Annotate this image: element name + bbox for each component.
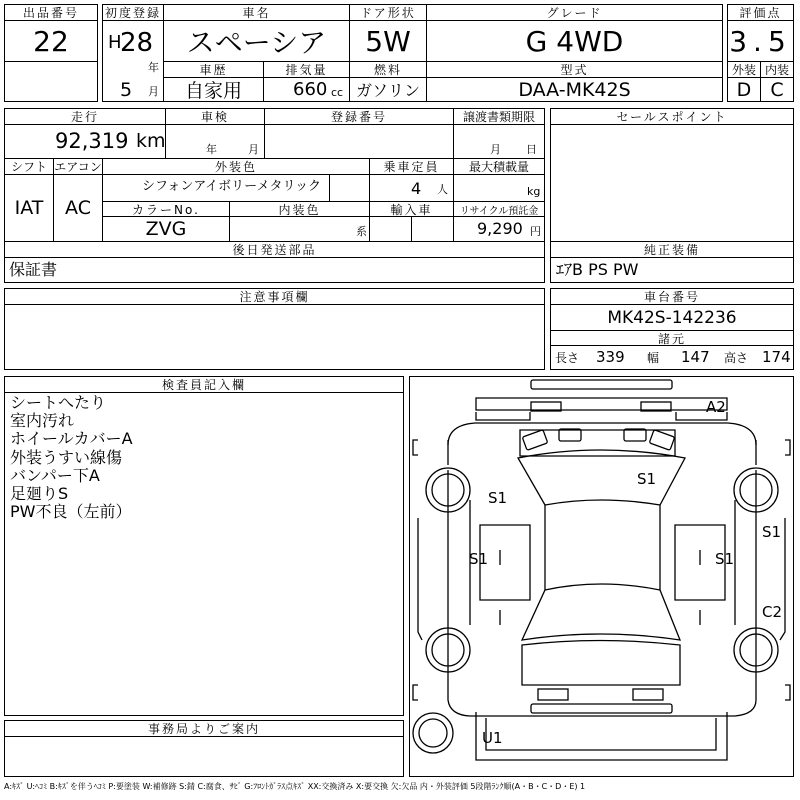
- transfer-day-unit: 日: [526, 143, 537, 156]
- registration-number: [264, 124, 454, 159]
- car-name: スペーシア: [163, 20, 350, 62]
- interior-score-header: 内装: [760, 61, 794, 78]
- later-parts-cell: [4, 257, 545, 283]
- lot-number-header: 出品番号: [4, 4, 98, 21]
- overall-score: 3.5: [727, 20, 794, 62]
- import-header: 輸入車: [369, 201, 454, 217]
- displacement-header: 排気量: [263, 61, 350, 78]
- sales-point-cell: [550, 124, 794, 242]
- inspector-note: ホイールカバーA: [10, 429, 133, 448]
- interior-color-header: 内装色: [229, 201, 370, 217]
- interior-score: C: [760, 77, 794, 102]
- displacement-unit: cc: [331, 86, 344, 99]
- dimensions-header: 諸元: [550, 330, 794, 346]
- length-label: 長さ: [555, 351, 580, 365]
- transfer-deadline-header: 譲渡書類期限: [453, 108, 545, 125]
- damage-mark: S1: [488, 489, 508, 507]
- lot-number-blank: [4, 61, 98, 102]
- ac-header: エアコン: [54, 160, 102, 174]
- sales-point-header: セールスポイント: [550, 108, 794, 125]
- length: 339: [596, 348, 625, 366]
- inspection-month-unit: 月: [248, 143, 259, 156]
- air-conditioner: AC: [53, 174, 103, 242]
- inspection-year-unit: 年: [206, 143, 217, 156]
- capacity-unit: 人: [437, 183, 448, 196]
- month-unit: 月: [148, 85, 159, 98]
- chassis-number: MK42S-142236: [550, 304, 794, 331]
- score-header: 評価点: [727, 4, 794, 21]
- damage-mark: S1: [715, 550, 735, 568]
- first-registration-header: 初度登録: [102, 4, 164, 21]
- inspector-note: 室内汚れ: [10, 411, 75, 430]
- chassis-number-header: 車台番号: [550, 288, 794, 305]
- grade-header: グレード: [426, 4, 723, 21]
- damage-mark: S1: [469, 550, 489, 568]
- office-notice-cell: [4, 736, 404, 777]
- damage-mark: S1: [762, 523, 782, 541]
- height: 174: [762, 348, 791, 366]
- damage-mark: A2: [706, 398, 726, 416]
- displacement: 660: [293, 79, 328, 100]
- notes-cell: [4, 304, 545, 370]
- history: 自家用: [163, 77, 264, 102]
- registration-month: 5: [120, 79, 133, 101]
- height-label: 高さ: [724, 351, 749, 365]
- capacity-header: 乗車定員: [369, 158, 454, 175]
- exterior-color: シフォンアイボリーメタリック: [142, 179, 322, 194]
- later-parts-header: 後日発送部品: [4, 241, 545, 258]
- door-type: 5W: [349, 20, 427, 62]
- width-label: 幅: [647, 351, 660, 365]
- import-cell-a: [369, 216, 412, 242]
- office-notice-header: 事務局よりご案内: [4, 720, 404, 737]
- interior-color-cell: [229, 216, 370, 242]
- equipment-header: 純正装備: [550, 241, 794, 258]
- fuel: ガソリン: [349, 77, 427, 102]
- inspection-header: 車検: [165, 108, 265, 125]
- notes-header: 注意事項欄: [4, 288, 545, 305]
- registration-number-header: 登録番号: [264, 108, 454, 125]
- color-number-header: カラーNo.: [102, 201, 230, 217]
- registration-year: 28: [120, 28, 154, 58]
- exterior-score: D: [727, 77, 761, 102]
- inspector-note: 外装うすい線傷: [10, 448, 123, 467]
- damage-mark: C2: [762, 603, 783, 621]
- shift-header: シフト: [4, 158, 54, 175]
- car-name-header: 車名: [163, 4, 350, 21]
- door-header: ドア形状: [349, 4, 427, 21]
- exterior-color-divider: [329, 174, 370, 202]
- shift: IAT: [4, 174, 54, 242]
- inspector-note: 足廻りS: [10, 484, 69, 503]
- damage-mark: U1: [482, 729, 503, 747]
- legend-text: A:ｷｽﾞ U:ﾍｺﾐ B:ｷｽﾞを伴うﾍｺﾐ P:要塗装 W:補修跡 S:錆 C:腐食、ｻﾋﾞ G:ﾌﾛﾝﾄｶﾞﾗｽ点ｷｽﾞ XX:交換済み X:要交換 欠:欠品 内・外装評価 5段階ﾗﾝｸ順(A・B・C・D・E) 1: [4, 782, 586, 791]
- interior-color-unit: 系: [356, 225, 367, 238]
- transfer-month-unit: 月: [490, 143, 501, 156]
- color-number: ZVG: [102, 216, 230, 242]
- inspector-note: シートへたり: [10, 393, 107, 412]
- equipment: ｴｱB PS PW: [556, 260, 639, 279]
- mileage: 92,319: [55, 129, 129, 153]
- fuel-header: 燃料: [349, 61, 427, 78]
- recycle-fee-header: リサイクル預託金: [453, 201, 545, 217]
- era: H: [108, 32, 122, 53]
- inspector-notes-header: 検査員記入欄: [4, 376, 404, 393]
- inspector-note: PW不良（左前）: [10, 502, 132, 521]
- mileage-header: 走行: [4, 108, 166, 125]
- model-header: 型式: [426, 61, 723, 78]
- recycle-fee: 9,290: [477, 219, 523, 238]
- model-code: DAA-MK42S: [426, 77, 723, 102]
- lot-number: 22: [4, 20, 98, 62]
- year-unit: 年: [148, 61, 159, 74]
- damage-mark: S1: [637, 470, 657, 488]
- inspector-note: バンパー下A: [10, 466, 100, 485]
- mileage-unit: km: [136, 130, 166, 152]
- import-cell-b: [411, 216, 454, 242]
- dimensions-cell: [550, 345, 794, 370]
- exterior-score-header: 外装: [727, 61, 761, 78]
- passenger-capacity: 4: [411, 179, 422, 198]
- recycle-fee-unit: 円: [530, 225, 541, 238]
- later-parts: 保証書: [9, 260, 58, 279]
- exterior-color-header: 外装色: [102, 158, 370, 175]
- car-diagram-frame: [409, 376, 794, 777]
- max-load-unit: kg: [527, 185, 541, 198]
- width: 147: [681, 348, 710, 366]
- grade: G 4WD: [426, 20, 723, 62]
- history-header: 車歴: [163, 61, 264, 78]
- max-load-header: 最大積載量: [453, 158, 545, 175]
